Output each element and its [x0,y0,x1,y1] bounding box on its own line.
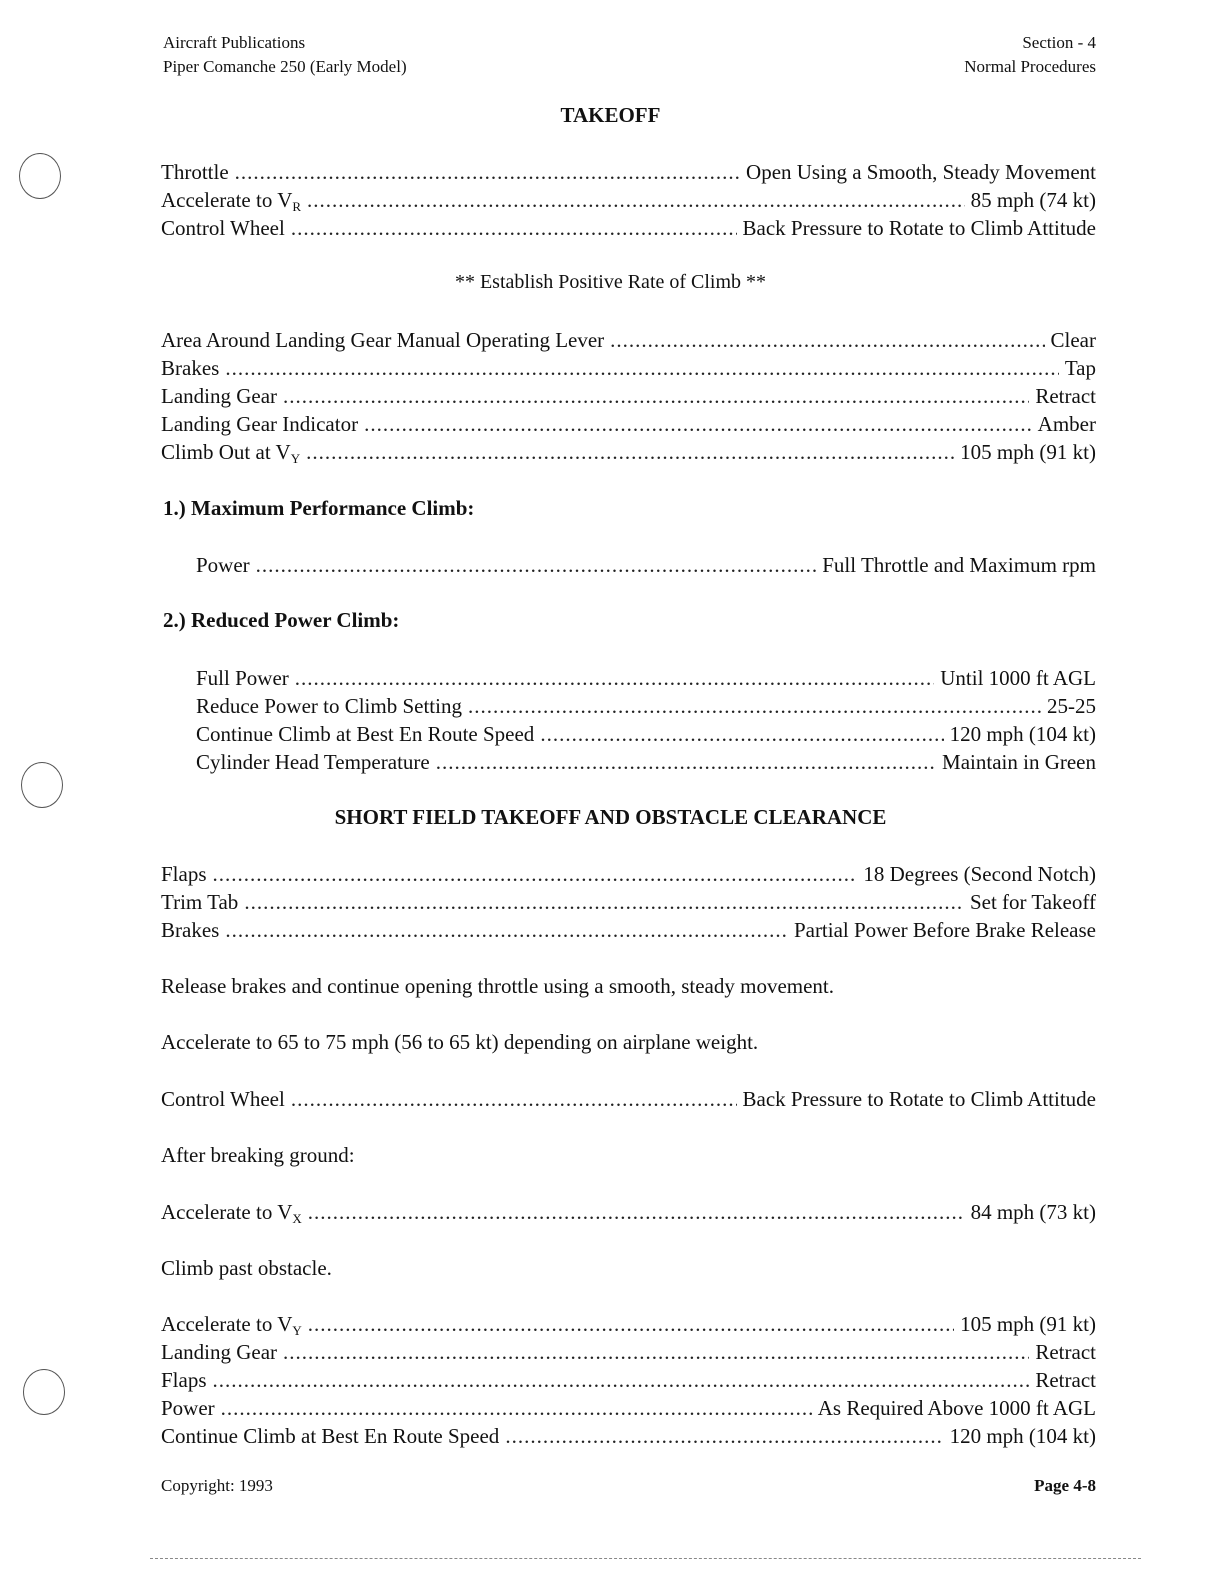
item-value: Retract [1035,384,1096,408]
item-label: Flaps [161,1368,207,1392]
paragraph: Climb past obstacle. [161,1256,332,1280]
item-value: 105 mph (91 kt) [960,440,1096,464]
checklist-row [161,326,1096,354]
paragraph: After breaking ground: [161,1143,355,1167]
checklist-row [161,186,1096,214]
checklist-row [161,1310,1096,1338]
checklist-row [161,214,1096,242]
checklist-row [161,1422,1096,1450]
binder-hole [19,153,61,199]
checklist-row [196,720,1096,748]
item-value: 120 mph (104 kt) [949,722,1096,746]
item-label: Brakes [161,356,220,380]
checklist-row [161,1338,1096,1366]
paragraph: Accelerate to 65 to 75 mph (56 to 65 kt) depending on airplane weight. [161,1030,759,1054]
item-label: Accelerate to $V_Y$ [161,1312,302,1338]
takeoff-title: TAKEOFF [560,103,661,127]
item-label: Control Wheel [161,1087,285,1111]
checklist-row [161,438,1096,466]
short-field-title: SHORT FIELD TAKEOFF AND OBSTACLE CLEARANCE [334,805,887,829]
item-value: 105 mph (91 kt) [960,1312,1096,1336]
checklist-row [161,354,1096,382]
item-label: Landing Gear [161,1340,278,1364]
header-left [163,31,407,79]
checklist-row [196,692,1096,720]
item-label: Flaps [161,862,207,886]
checklist-row [161,916,1096,944]
item-value: 120 mph (104 kt) [949,1424,1096,1448]
checklist-row [161,888,1096,916]
item-label: Accelerate to $V_X$ [161,1200,302,1226]
item-label: Power [196,553,250,577]
item-value: Amber [1037,412,1096,436]
checklist-row [161,1085,1096,1113]
item-value: 84 mph (73 kt) [970,1200,1096,1224]
item-label: Full Power [196,666,289,690]
item-label: Throttle [161,160,229,184]
item-label: Landing Gear Indicator [161,412,359,436]
item-value: Retract [1035,1368,1096,1392]
item-value: Maintain in Green [942,750,1096,774]
item-label: Accelerate to $V_R$ [161,188,302,214]
subscript: X [292,1211,302,1226]
subscript: Y [292,1323,302,1338]
reduced-power-heading: 2.) Reduced Power Climb: [163,608,400,632]
aircraft-model: Piper Comanche 250 (Early Model) [163,57,407,76]
scan-edge-line [150,1558,1141,1561]
item-value: Retract [1035,1340,1096,1364]
checklist-row [161,1394,1096,1422]
item-value: 18 Degrees (Second Notch) [863,862,1096,886]
item-value: As Required Above 1000 ft AGL [817,1396,1096,1420]
checklist-row [161,158,1096,186]
item-label: Climb Out at $V_Y$ [161,440,301,466]
checklist-row [161,1366,1096,1394]
binder-hole [21,762,63,808]
item-label: Reduce Power to Climb Setting [196,694,462,718]
checklist-row [161,1198,1096,1226]
item-label: Landing Gear [161,384,278,408]
subscript: R [292,199,302,214]
item-value: Back Pressure to Rotate to Climb Attitude [742,1087,1096,1111]
header-right [964,31,1096,79]
item-label: Area Around Landing Gear Manual Operating Lever [161,328,605,352]
item-label: Trim Tab [161,890,239,914]
item-label: Continue Climb at Best En Route Speed [196,722,535,746]
item-value: 85 mph (74 kt) [970,188,1096,212]
item-value: Partial Power Before Brake Release [793,918,1096,942]
item-value: Full Throttle and Maximum rpm [822,553,1096,577]
checklist-row [161,860,1096,888]
item-value: Back Pressure to Rotate to Climb Attitude [742,216,1096,240]
item-value: Clear [1050,328,1096,352]
max-performance-heading: 1.) Maximum Performance Climb: [163,496,475,520]
copyright: Copyright: 1993 [161,1476,273,1495]
section-number: Section - 4 [1022,33,1096,52]
page-number: Page 4-8 [1034,1476,1096,1495]
item-value: Open Using a Smooth, Steady Movement [746,160,1096,184]
checklist-row [161,382,1096,410]
item-value: Set for Takeoff [969,890,1096,914]
item-label: Brakes [161,918,220,942]
item-value: Tap [1064,356,1096,380]
paragraph: Release brakes and continue opening throttle using a smooth, steady movement. [161,974,835,998]
binder-hole [23,1369,65,1415]
checklist-row [161,410,1096,438]
checklist-row [196,748,1096,776]
subscript: Y [290,451,301,466]
checklist-row [196,664,1096,692]
item-label: Power [161,1396,215,1420]
item-value: 25-25 [1047,694,1096,718]
item-label: Control Wheel [161,216,285,240]
checklist-row [196,551,1096,579]
item-label: Continue Climb at Best En Route Speed [161,1424,500,1448]
section-title: Normal Procedures [964,57,1096,76]
climb-banner: ** Establish Positive Rate of Climb ** [454,271,767,293]
item-label: Cylinder Head Temperature [196,750,430,774]
item-value: Until 1000 ft AGL [940,666,1096,690]
publisher: Aircraft Publications [163,33,306,52]
